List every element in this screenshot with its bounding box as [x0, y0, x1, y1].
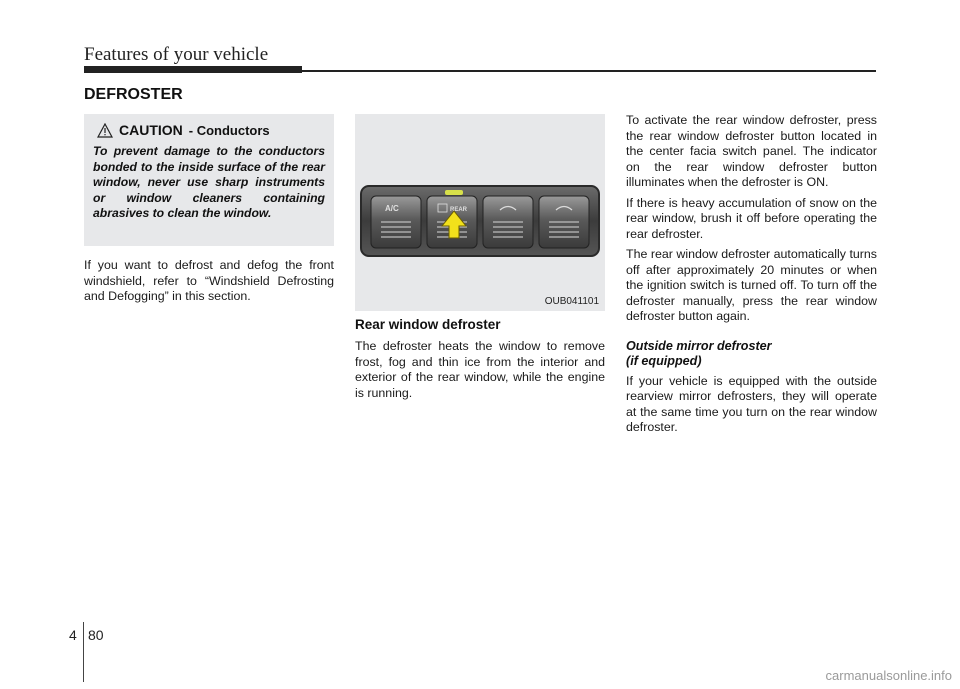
caution-title: CAUTION	[119, 122, 183, 138]
section-title: DEFROSTER	[84, 86, 183, 103]
defroster-switch-figure	[355, 114, 605, 311]
mirror-heading-line1: Outside mirror defroster	[626, 338, 772, 353]
activate-paragraph: To activate the rear window defroster, press the rear window defroster button located in the center facia switch panel. The indicator on the rear window defroster button illuminates when the defroster is ON.	[626, 113, 877, 189]
switch-panel-illustration	[355, 114, 605, 311]
page-header-title: Features of your vehicle	[84, 44, 269, 65]
rear-defroster-heading: Rear window defroster	[355, 317, 501, 332]
caution-header	[97, 122, 325, 138]
rear-button-label: REAR	[450, 207, 468, 213]
mirror-defroster-heading	[626, 339, 877, 370]
header-rule-thick	[84, 66, 302, 73]
caution-body: To prevent damage to the conductors bonded to the inside surface of the rear window, never use sharp instruments or window cleaners containing abrasives to clean the window.	[93, 144, 325, 220]
mirror-heading-line2: (if equipped)	[626, 354, 702, 368]
auto-off-paragraph: The rear window defroster automatically turns off after approximately 20 minutes or when the ignition switch is turned off. To turn off the defroster manually, press the rear window defroster button again.	[626, 247, 877, 323]
ac-button-label: A/C	[385, 204, 399, 213]
page-number: 80	[88, 627, 104, 643]
caution-box	[84, 114, 334, 246]
mirror-defroster-paragraph: If your vehicle is equipped with the outside rearview mirror defrosters, they will operate at the same time you turn on the rear window defroster.	[626, 373, 877, 434]
front-windshield-reference-text: If you want to defrost and defog the front windshield, refer to “Windshield Defrosting and Defogging” in this section.	[84, 258, 334, 303]
rear-defroster-description: The defroster heats the window to remove frost, fog and thin ice from the interior and exterior of the rear window, while the engine is running.	[355, 339, 605, 400]
chapter-number: 4	[69, 627, 77, 643]
figure-code: OUB041101	[544, 296, 599, 307]
footer-divider	[83, 622, 84, 682]
snow-paragraph: If there is heavy accumulation of snow on the rear window, brush it off before operating the rear defroster.	[626, 195, 877, 241]
header-rule-thin	[302, 70, 876, 72]
caution-subtitle: - Conductors	[188, 122, 270, 138]
watermark-link[interactable]: carmanualsonline.info	[825, 668, 952, 683]
instructions-column	[626, 113, 877, 441]
warning-triangle-icon	[97, 123, 113, 138]
